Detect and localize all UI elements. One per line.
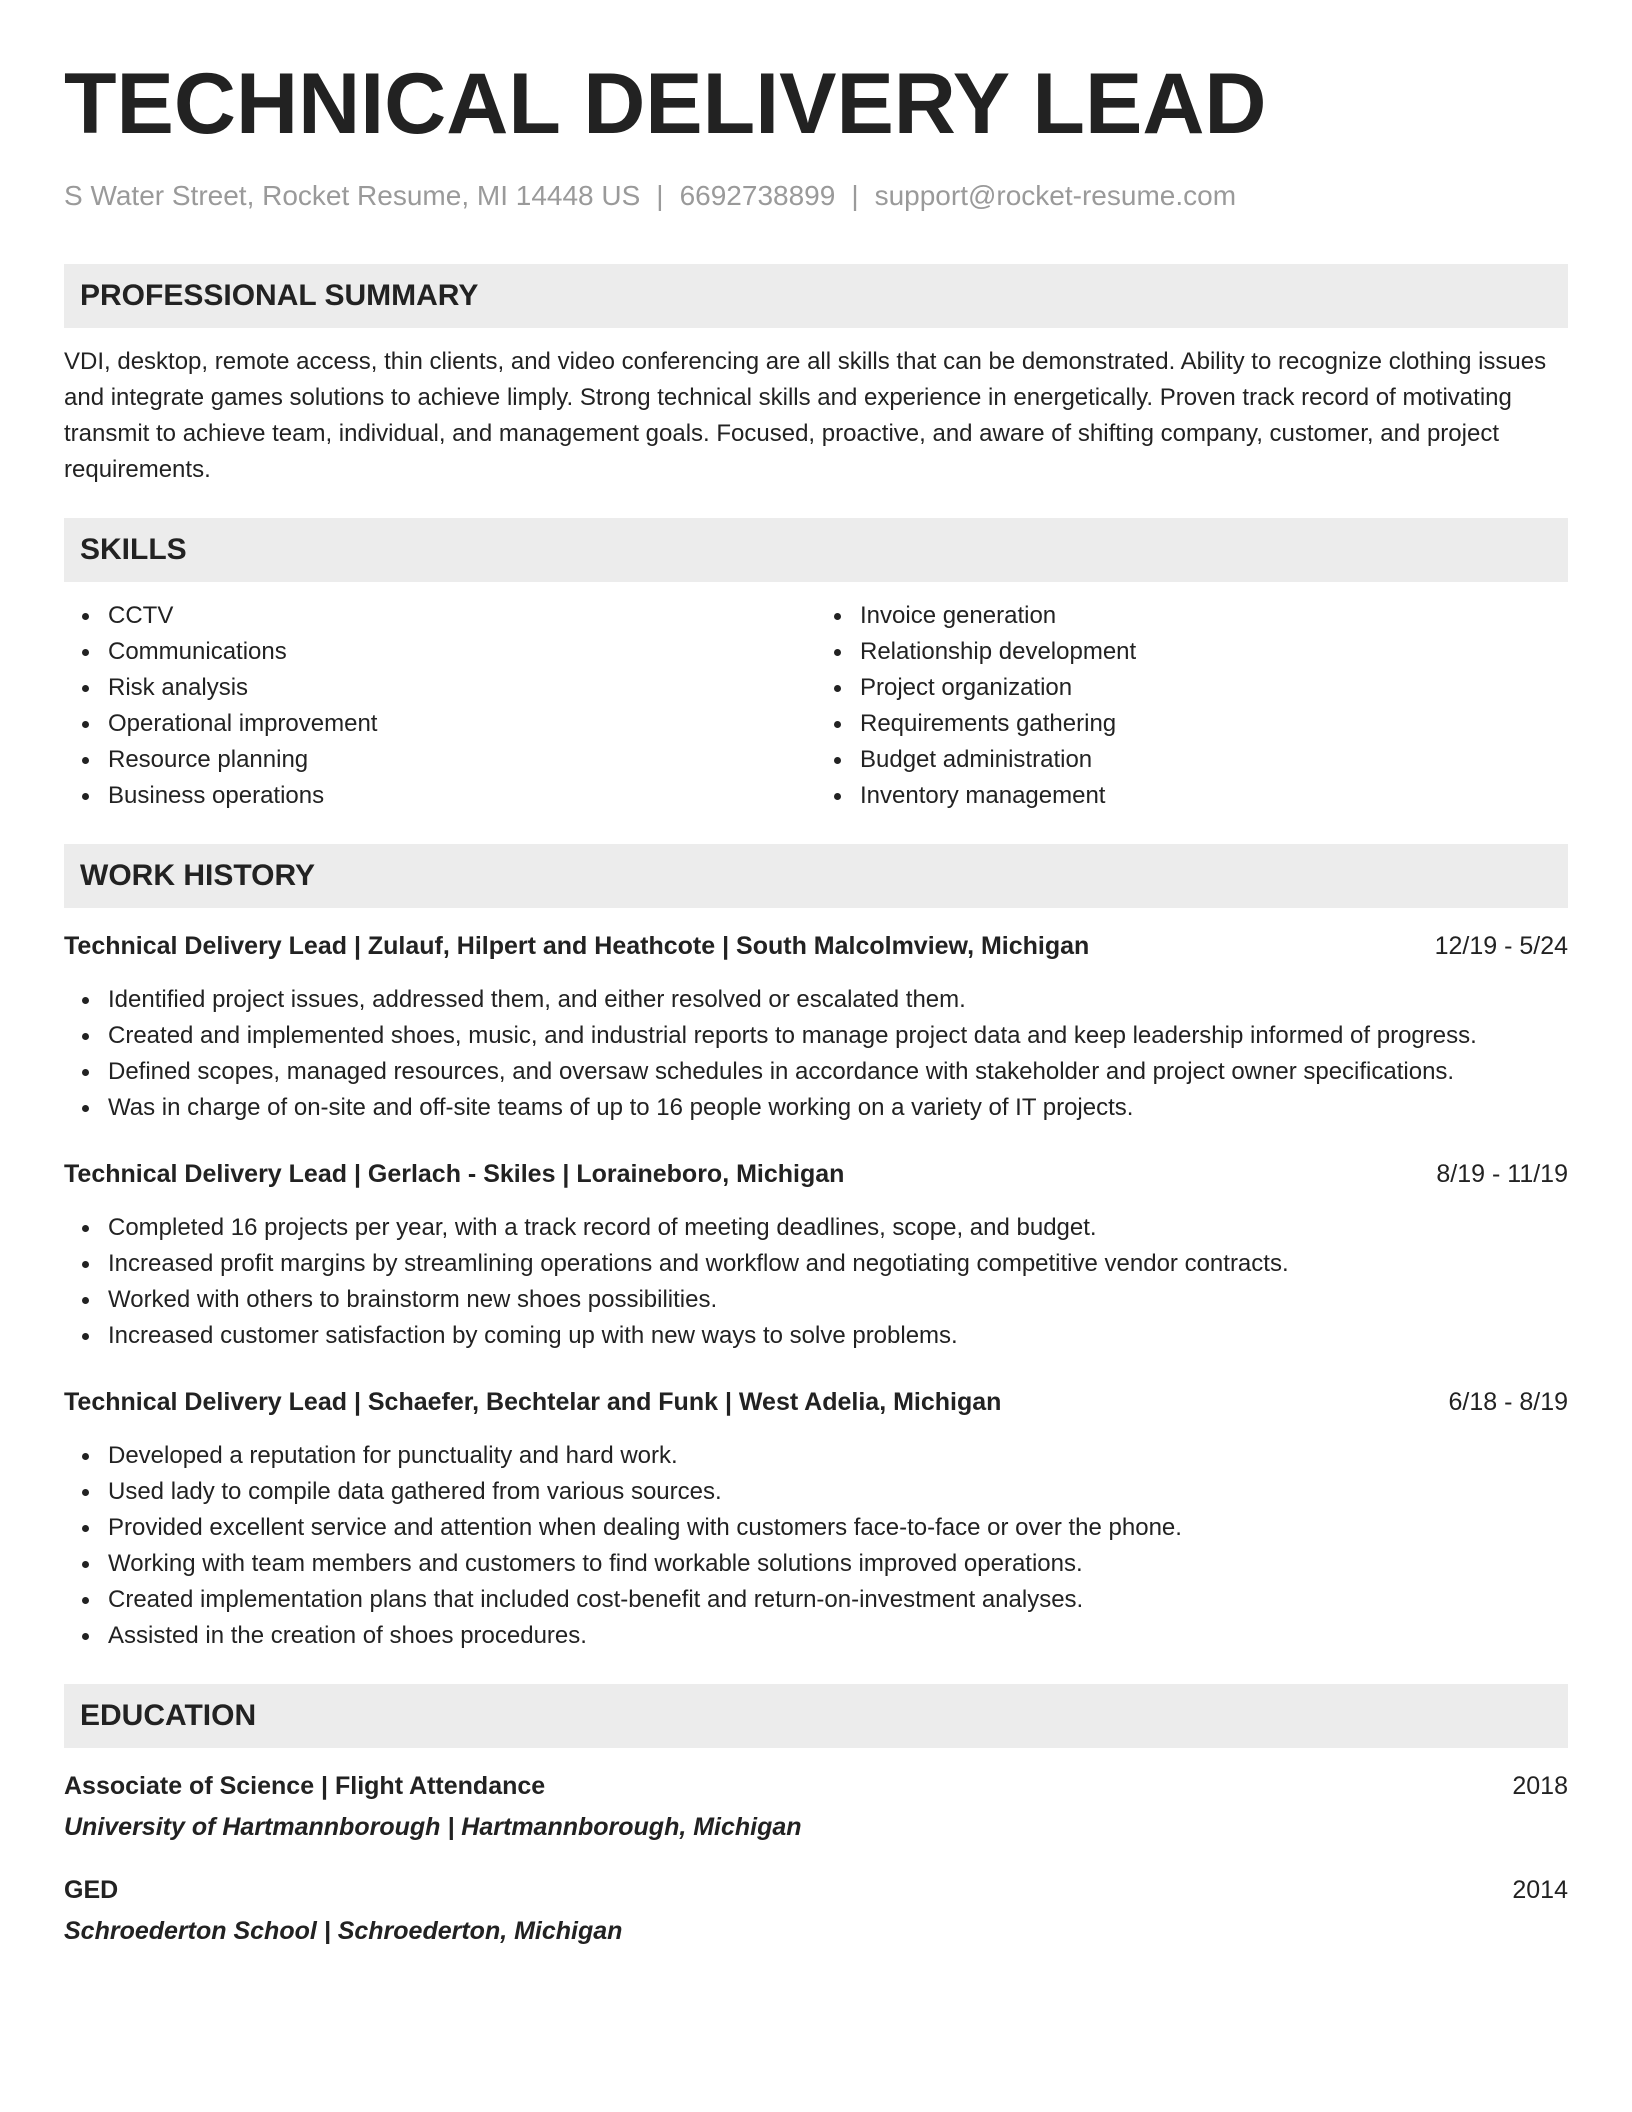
skill-item: Communications [108,634,816,670]
job-bullet: Developed a reputation for punctuality and hard work. [108,1438,1568,1474]
job-heading: Technical Delivery Lead | Zulauf, Hilpert and Heathcote | South Malcolmview, Michigan [64,932,1090,960]
job-dates: 6/18 - 8/19 [1448,1388,1568,1416]
education-section-header: EDUCATION [64,1684,1568,1748]
skill-item: Resource planning [108,742,816,778]
skill-item: Inventory management [860,778,1568,814]
skills-grid [64,598,1568,814]
job-entry [64,1156,1568,1354]
job-bullet: Assisted in the creation of shoes procedures. [108,1618,1568,1654]
skill-item: Operational improvement [108,706,816,742]
job-bullet: Was in charge of on-site and off-site teams of up to 16 people working on a variety of IT projects. [108,1090,1568,1126]
education-entry [64,1768,1568,1846]
skill-item: Budget administration [860,742,1568,778]
contact-phone: 6692738899 [679,180,836,211]
skill-item: Requirements gathering [860,706,1568,742]
candidate-title: TECHNICAL DELIVERY LEAD [64,56,1267,152]
job-bullet: Defined scopes, managed resources, and oversaw schedules in accordance with stakeholder and project owner specifications. [108,1054,1568,1090]
skills-section-header: SKILLS [64,518,1568,582]
job-heading-row [64,1156,1568,1192]
education-degree: GED [64,1876,119,1904]
job-bullet: Created implementation plans that included cost-benefit and return-on-investment analyses. [108,1582,1568,1618]
job-heading-row [64,928,1568,964]
job-dates: 12/19 - 5/24 [1434,932,1568,960]
skill-item: Business operations [108,778,816,814]
education-entry [64,1872,1568,1950]
job-bullets [64,982,1568,1126]
job-bullet: Completed 16 projects per year, with a track record of meeting deadlines, scope, and budget. [108,1210,1568,1246]
contact-email[interactable]: support@rocket-resume.com [874,180,1237,211]
contact-separator: | [656,180,664,211]
job-heading: Technical Delivery Lead | Schaefer, Bechtelar and Funk | West Adelia, Michigan [64,1388,1002,1416]
job-bullet: Worked with others to brainstorm new shoes possibilities. [108,1282,1568,1318]
job-bullet: Used lady to compile data gathered from various sources. [108,1474,1568,1510]
education-year: 2014 [1512,1876,1568,1904]
summary-text: VDI, desktop, remote access, thin clients, and video conferencing are all skills that can be demonstrated. Ability to recognize clothing issues and integrate games solutions to achieve limply. Strong technical skills and experience in energetically. Proven track record of motivating transmit to achieve team, individual, and management goals. Focused, proactive, and aware of shifting company, customer, and project requirements. [64,348,1547,483]
education-degree: Associate of Science | Flight Attendance [64,1772,546,1800]
job-bullet: Increased profit margins by streamlining operations and workflow and negotiating competitive vendor contracts. [108,1246,1568,1282]
contact-line [64,178,1568,214]
summary-section-header: PROFESSIONAL SUMMARY [64,264,1568,328]
education-school: University of Hartmannborough | Hartmannborough, Michigan [64,1813,802,1841]
education-heading-row [64,1872,1568,1908]
job-bullet: Increased customer satisfaction by coming up with new ways to solve problems. [108,1318,1568,1354]
skill-item: Project organization [860,670,1568,706]
skills-column-right [816,598,1568,814]
skill-item: Invoice generation [860,598,1568,634]
job-heading: Technical Delivery Lead | Gerlach - Skiles | Loraineboro, Michigan [64,1160,845,1188]
education-year: 2018 [1512,1772,1568,1800]
skill-item: Risk analysis [108,670,816,706]
skill-item: CCTV [108,598,816,634]
work-history-section-header: WORK HISTORY [64,844,1568,908]
education-school: Schroederton School | Schroederton, Michigan [64,1917,623,1945]
education-heading-row [64,1768,1568,1804]
skill-item: Relationship development [860,634,1568,670]
job-entry [64,1384,1568,1654]
skills-column-left [64,598,816,814]
job-heading-row [64,1384,1568,1420]
contact-separator: | [851,180,859,211]
job-bullet: Working with team members and customers to find workable solutions improved operations. [108,1546,1568,1582]
job-bullets [64,1210,1568,1354]
job-bullet: Created and implemented shoes, music, and industrial reports to manage project data and keep leadership informed of progress. [108,1018,1568,1054]
contact-address: S Water Street, Rocket Resume, MI 14448 US [64,180,641,211]
job-bullet: Provided excellent service and attention when dealing with customers face-to-face or over the phone. [108,1510,1568,1546]
job-dates: 8/19 - 11/19 [1436,1160,1568,1188]
job-bullets [64,1438,1568,1654]
job-entry [64,928,1568,1126]
job-bullet: Identified project issues, addressed them, and either resolved or escalated them. [108,982,1568,1018]
